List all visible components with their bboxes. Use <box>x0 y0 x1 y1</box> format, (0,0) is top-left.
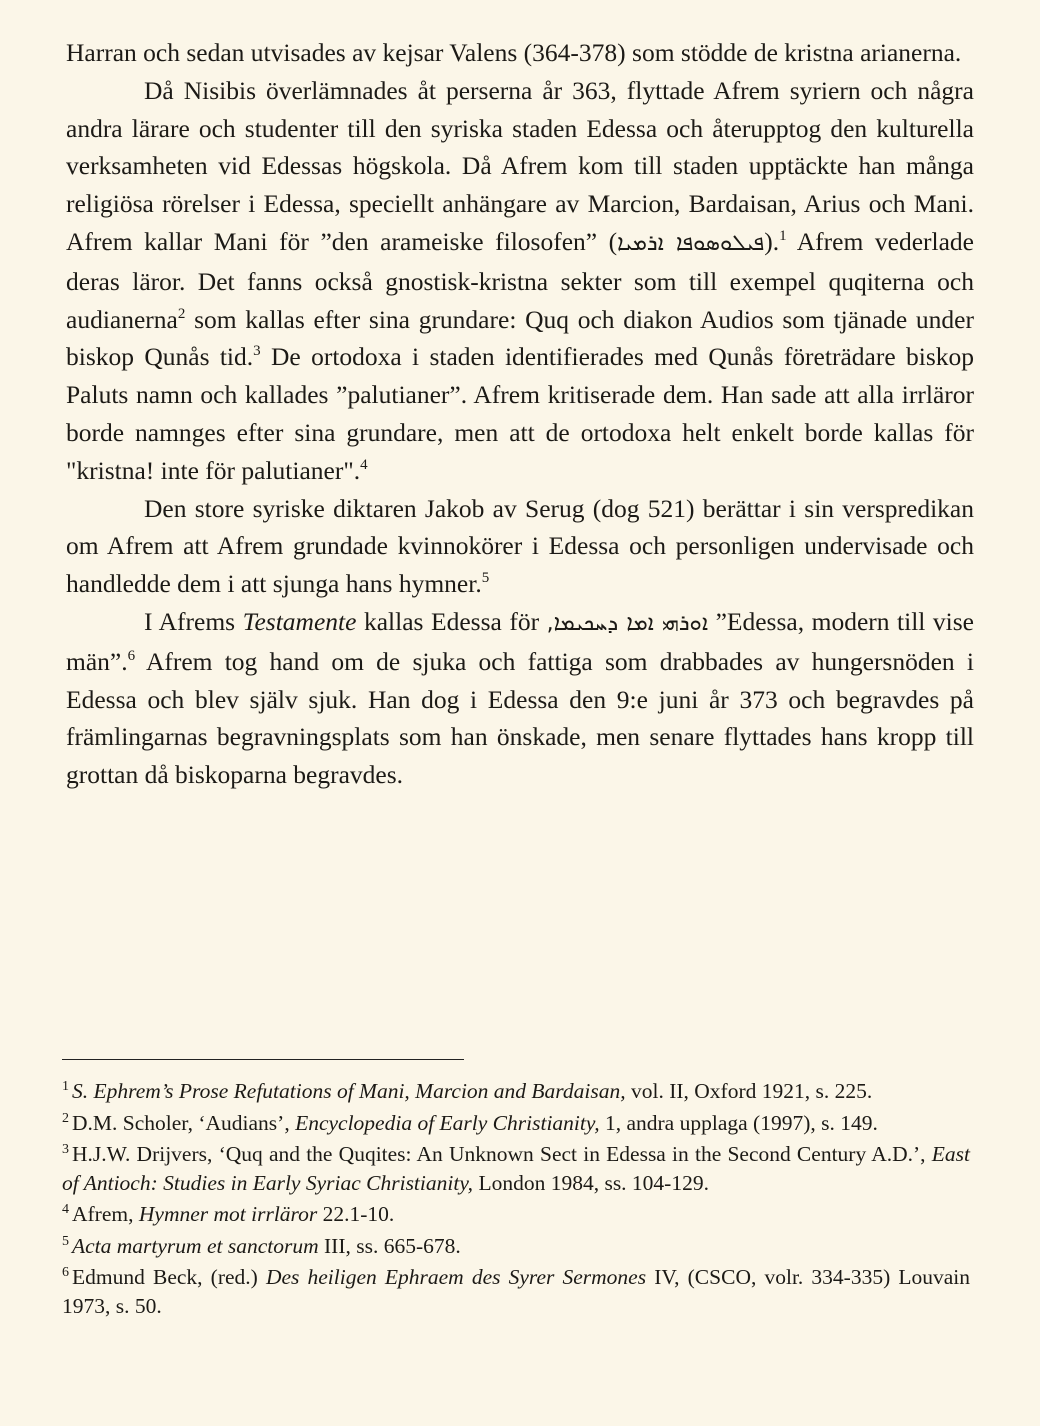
footnote-title: Encyclopedia of Early Christianity, <box>295 1110 600 1135</box>
footnote-ref-6[interactable]: 6 <box>127 647 136 664</box>
footnote-ref-4[interactable]: 4 <box>360 456 368 473</box>
footnote-divider <box>62 1059 464 1060</box>
p3-text-1: Den store syriske diktaren Jakob av Serug (dog 521) berättar i sin verspredikan om Afrem att Afrem grundade kvinnokörer i Edessa och personligen undervisade och handledde dem i att sjunga hans hymner. <box>66 493 974 599</box>
footnote-ref-1[interactable]: 1 <box>779 227 787 244</box>
footnote-text: Afrem, <box>72 1202 139 1226</box>
footnote-ref-5[interactable]: 5 <box>481 570 490 587</box>
footnote-text: London 1984, ss. 104-129. <box>473 1170 709 1195</box>
paragraph-3 <box>66 490 974 603</box>
footnote-6 <box>62 1263 970 1320</box>
p4-text-2: kallas Edessa för <box>356 606 547 636</box>
p4-text-1: I Afrems <box>144 606 243 636</box>
p2-text-3: Afrem vederlade deras läror. Det fanns också gnostisk-kristna sekter som till exempel quqiterna och audianerna <box>66 226 974 334</box>
p2-text-5: De ortodoxa i staden identifierades med Qunås företrädare biskop Paluts namn och kallades ”palutianer”. Afrem kritiserade dem. Han sade att alla irrläror borde namnges efter sina grundare, men att de ortodoxa helt enkelt borde kallas för "kristna! inte för palutianer". <box>66 342 974 485</box>
footnote-text: 1, andra upplaga (1997), s. 149. <box>599 1110 878 1135</box>
footnote-text: D.M. Scholer, ‘Audians’, <box>72 1110 296 1135</box>
footnote-4 <box>62 1200 970 1229</box>
footnote-3 <box>62 1140 970 1197</box>
footnotes <box>62 1077 970 1323</box>
footnote-title: Des heiligen Ephraem des Syrer Sermones <box>265 1265 647 1289</box>
p4-text-3: ”Edessa, modern till vise män”. <box>66 606 974 676</box>
p2-text-1: Då Nisibis överlämnades åt perserna år 363, flyttade Afrem syriern och några andra lärare och studenter till den syriska staden Edessa och återupptog den kulturella verksamheten vid Edessas högskola. Då Afrem kom till staden upptäckte han många religiösa rörelser i Edessa, speciellt anhängare av Marcion, Bardaisan, Arius och Mani. Afrem kallar Mani för ”den arameiske filosofen” ( <box>66 75 974 256</box>
footnote-title: S. Ephrem’s Prose Refutations of Mani, Marcion and Bardaisan, <box>72 1079 626 1103</box>
footnote-number: 4 <box>62 1202 69 1217</box>
footnote-title: East of Antioch: Studies in Early Syriac Christianity, <box>62 1142 970 1195</box>
footnote-number: 1 <box>62 1079 69 1094</box>
footnote-text: 22.1-10. <box>317 1202 395 1226</box>
footnote-number: 2 <box>62 1110 69 1126</box>
paragraph-1: Harran och sedan utvisades av kejsar Valens (364-378) som stödde de kristna arianerna. <box>66 38 962 67</box>
footnote-text: III, ss. 665-678. <box>318 1233 461 1258</box>
footnote-title: Acta martyrum et sanctorum <box>72 1233 319 1258</box>
paragraph-2 <box>66 72 974 490</box>
footnote-number: 5 <box>62 1233 69 1249</box>
syriac-phrase-edessa: ܐܘܪܗܝ ܐܡܐ ܕܚܟܝܡܐ, <box>546 610 709 636</box>
p2-text-2: ). <box>764 226 780 256</box>
footnote-5 <box>62 1232 970 1261</box>
syriac-phrase-philosopher: ܦܝܠܘܣܘܦܐ ܐܪܡܝܐ <box>617 230 765 256</box>
p4-text-4: Afrem tog hand om de sjuka och fattiga som drabbades av hungersnöden i Edessa och blev själv sjuk. Han dog i Edessa den 9:e juni år 373 och begravdes på främlingarnas begravningsplats som han önskade, men senare flyttades hans kropp till grottan då biskoparna begravdes. <box>66 646 974 790</box>
footnote-text: Edmund Beck, (red.) <box>72 1265 266 1289</box>
footnote-text: IV, (CSCO, volr. 334-335) Louvain 1973, s. 50. <box>62 1265 971 1318</box>
footnote-text: H.J.W. Drijvers, ‘Quq and the Quqites: An Unknown Sect in Edessa in the Second Century A.D.’, <box>72 1142 932 1166</box>
footnote-2 <box>62 1109 970 1138</box>
main-text <box>66 34 974 794</box>
paragraph-4 <box>66 603 974 794</box>
p2-text-4: som kallas efter sina grundare: Quq och diakon Audios som tjänade under biskop Qunås tid. <box>66 304 974 372</box>
footnote-ref-2[interactable]: 2 <box>177 305 186 322</box>
footnote-ref-3[interactable]: 3 <box>253 343 261 360</box>
footnote-number: 3 <box>62 1142 69 1157</box>
footnote-number: 6 <box>62 1265 69 1280</box>
p4-italic-title: Testamente <box>242 606 357 636</box>
footnote-text: vol. II, Oxford 1921, s. 225. <box>625 1079 873 1103</box>
footnote-title: Hymner mot irrläror <box>138 1202 318 1226</box>
footnote-1 <box>62 1077 970 1106</box>
